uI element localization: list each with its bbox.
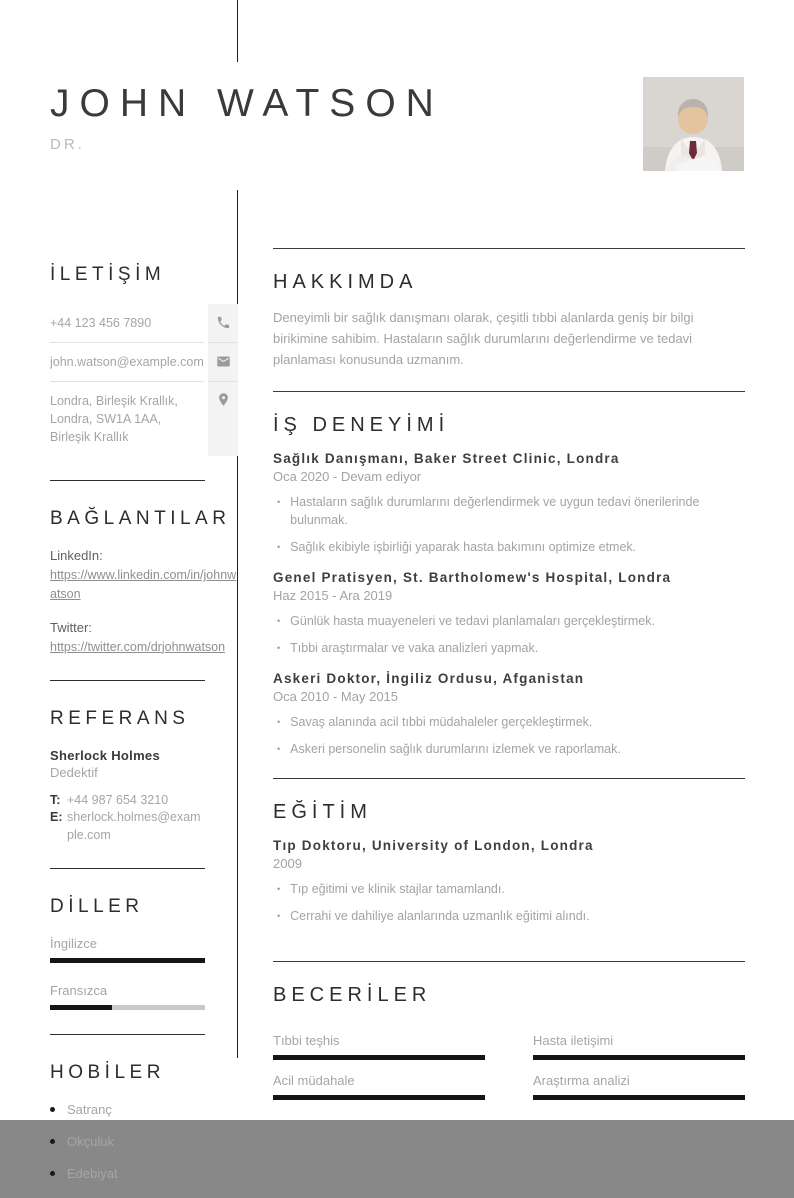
links-heading: BAĞLANTILAR [50, 508, 231, 530]
contact-phone: +44 123 456 7890 [50, 304, 204, 343]
skill-item [273, 1033, 485, 1060]
skill-level-track [533, 1095, 745, 1100]
job-dates: Oca 2010 - May 2015 [273, 688, 399, 704]
job-title: Askeri Doktor, İngiliz Ordusu, Afganistan [273, 670, 585, 686]
contact-email-row [50, 343, 238, 382]
job-bullet: • Hastaların sağlık durumlarını değerlendirmek ve uygun tedavi önerilerinde bulunmak. [273, 494, 745, 529]
location-icon [208, 382, 238, 456]
skill-item [533, 1073, 745, 1100]
sidebar-divider [50, 680, 205, 681]
experience-entry [273, 671, 745, 759]
link-label: Twitter: [50, 619, 92, 635]
experience-heading: İŞ DENEYİMİ [273, 414, 450, 437]
reference-phone-label: T: [50, 792, 61, 807]
about-text: Deneyimli bir sağlık danışmanı olarak, çeşitli tıbbi alanlarda geniş bir bilgi birikimine sahibim. Hastaların sağlık durumlarını değerlendirme ve tedavi planlaması konusunda uzmanım. [273, 310, 694, 367]
skill-name: Araştırma analizi [533, 1072, 630, 1088]
skills-grid [273, 1033, 745, 1100]
hobby-name: Edebiyat [67, 1165, 118, 1181]
reference-email: sherlock.holmes@example.com [67, 810, 201, 842]
language-level-bar [50, 1005, 112, 1010]
hobby-item [50, 1166, 238, 1181]
job-bullet: • Askeri personelin sağlık durumlarını izlemek ve raporlamak. [273, 741, 745, 759]
skill-level-track [273, 1095, 485, 1100]
reference-name: Sherlock Holmes [50, 747, 160, 763]
envelope-icon [208, 343, 238, 382]
contact-email: john.watson@example.com [50, 343, 204, 382]
degree-dates: 2009 [273, 855, 302, 871]
hobby-name: Okçuluk [67, 1133, 114, 1149]
hobbies-heading: HOBİLER [50, 1062, 165, 1084]
section-divider [273, 248, 745, 249]
language-level-track [50, 958, 205, 963]
phone-icon [208, 304, 238, 343]
header [50, 82, 444, 153]
sidebar-divider [50, 1034, 205, 1035]
skill-name: Acil müdahale [273, 1072, 355, 1088]
language-name: Fransızca [50, 983, 108, 999]
contact-heading: İLETİŞİM [50, 264, 166, 285]
contact-address-row [50, 382, 238, 456]
language-name: İngilizce [50, 936, 97, 952]
education-heading: EĞİTİM [273, 800, 372, 823]
reference-email-row [50, 809, 238, 844]
sidebar-divider [50, 868, 205, 869]
job-bullet: • Günlük hasta muayeneleri ve tedavi planlamaları gerçekleştirmek. [273, 613, 745, 631]
education-bullet: • Tıp eğitimi ve klinik stajlar tamamlandı. [273, 881, 745, 899]
person-name: JOHN WATSON [50, 82, 444, 125]
about-heading: HAKKIMDA [273, 271, 418, 293]
education-entry [273, 838, 745, 926]
person-title: DR. [50, 136, 85, 153]
top-accent-line [237, 0, 238, 62]
job-bullet: • Savaş alanında acil tıbbi müdahaleler gerçekleştirmek. [273, 714, 745, 732]
reference-email-label: E: [50, 810, 63, 825]
language-level-bar [50, 958, 205, 963]
job-bullet: • Tıbbi araştırmalar ve vaka analizleri yapmak. [273, 640, 745, 658]
education-bullet: • Cerrahi ve dahiliye alanlarında uzmanlık eğitimi alındı. [273, 908, 745, 926]
sidebar [50, 263, 238, 1198]
skill-item [533, 1033, 745, 1060]
skill-level-bar [273, 1055, 485, 1060]
link-item-linkedin [50, 548, 238, 604]
contact-address: Londra, Birleşik Krallık, Londra, SW1A 1AA, Birleşik Krallık [50, 393, 178, 445]
link-label: LinkedIn: [50, 548, 103, 563]
hobby-name: Satranç [67, 1101, 112, 1117]
skill-level-bar [533, 1095, 745, 1100]
experience-entry [273, 570, 745, 658]
main-column [273, 248, 745, 1100]
skills-heading: BECERİLER [273, 983, 432, 1006]
reference-role: Dedektif [50, 764, 98, 780]
skill-level-bar [273, 1095, 485, 1100]
bullet-dot-icon [50, 1171, 55, 1176]
skill-level-bar [533, 1055, 745, 1060]
sidebar-divider [50, 480, 205, 481]
skill-level-track [533, 1055, 745, 1060]
reference-heading: REFERANS [50, 708, 190, 730]
language-item [50, 983, 238, 1010]
job-title: Sağlık Danışmanı, Baker Street Clinic, Londra [273, 451, 620, 467]
section-divider [273, 391, 745, 392]
language-level-track [50, 1005, 205, 1010]
linkedin-link[interactable]: https://www.linkedin.com/in/johnwatson [50, 568, 237, 601]
skill-item [273, 1073, 485, 1100]
section-divider [273, 961, 745, 962]
skill-level-track [273, 1055, 485, 1060]
languages-heading: DİLLER [50, 896, 144, 918]
experience-entry [273, 451, 745, 557]
skill-name: Hasta iletişimi [533, 1032, 614, 1048]
job-title: Genel Pratisyen, St. Bartholomew's Hospital, Londra [273, 569, 672, 585]
twitter-link[interactable]: https://twitter.com/drjohnwatson [50, 639, 226, 654]
job-dates: Haz 2015 - Ara 2019 [273, 587, 393, 603]
degree-title: Tıp Doktoru, University of London, Londra [273, 837, 594, 853]
skill-name: Tıbbi teşhis [273, 1032, 340, 1048]
hobby-item [50, 1134, 238, 1149]
job-bullet: • Sağlık ekibiyle işbirliği yaparak hasta bakımını optimize etmek. [273, 539, 745, 557]
profile-photo [643, 77, 744, 171]
job-dates: Oca 2020 - Devam ediyor [273, 469, 422, 485]
hobby-item [50, 1102, 238, 1117]
bullet-dot-icon [50, 1107, 55, 1112]
spacer [273, 939, 745, 961]
language-item [50, 936, 238, 963]
link-item-twitter [50, 620, 238, 657]
bullet-dot-icon [50, 1139, 55, 1144]
section-divider [273, 778, 745, 779]
reference-phone: +44 987 654 3210 [67, 792, 169, 807]
reference-phone-row [50, 792, 238, 810]
contact-phone-row [50, 304, 238, 343]
